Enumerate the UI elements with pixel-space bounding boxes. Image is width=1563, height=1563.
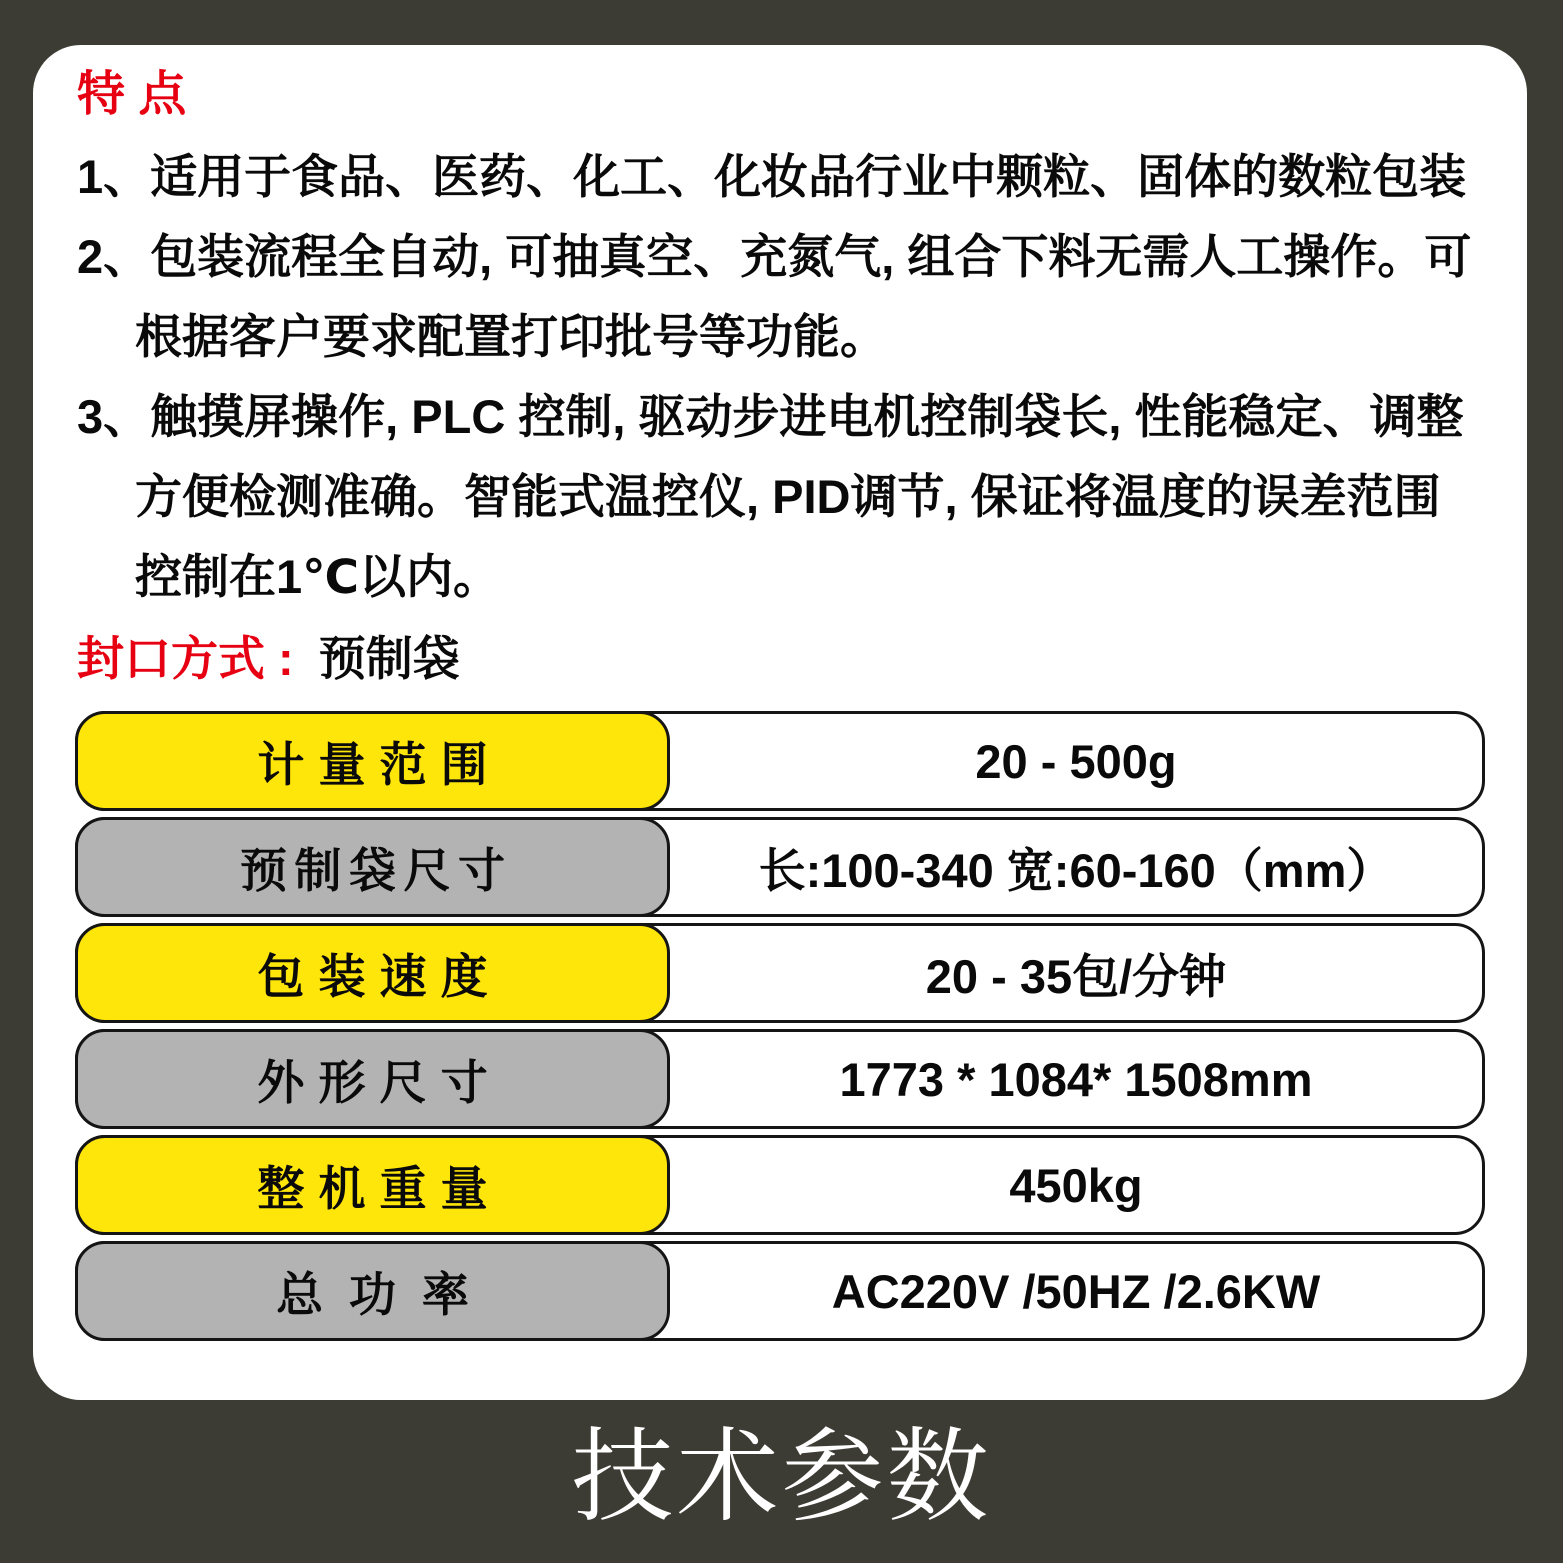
spec-row-label: 外形尺寸 (75, 1029, 670, 1129)
spec-table-row (75, 1241, 1485, 1341)
spec-row-label: 总功率 (75, 1241, 670, 1341)
features-heading: 特 点 (77, 68, 187, 121)
spec-table (75, 711, 1485, 1347)
spec-table-row (75, 817, 1485, 917)
feature-number: 3、 (77, 390, 151, 443)
spec-row-value: 长:100-340 宽:60-160（mm） (758, 843, 1394, 897)
spec-row-value: 20 - 500g (975, 734, 1177, 788)
spec-table-row (75, 1135, 1485, 1235)
spec-row-value: 20 - 35包/分钟 (925, 949, 1227, 1003)
feature-text: 触摸屏操作, PLC 控制, 驱动步进电机控制袋长, 性能稳定、调整方便检测准确。智能式温控仪, PID调节, 保证将温度的误差范围控制在1℃以内。 (135, 390, 1464, 603)
footer-title: 技术参数 (571, 1420, 992, 1534)
seal-method-label: 封口方式 : (77, 632, 294, 685)
spec-row-label: 计量范围 (75, 711, 670, 811)
spec-row-value: AC220V /50HZ /2.6KW (831, 1264, 1321, 1318)
spec-row-value: 1773 * 1084* 1508mm (839, 1052, 1313, 1106)
features-list (77, 137, 1487, 617)
spec-row-label: 整机重量 (75, 1135, 670, 1235)
spec-row-label: 预制袋尺寸 (75, 817, 670, 917)
seal-method-value: 预制袋 (318, 632, 460, 685)
feature-number: 2、 (77, 230, 151, 283)
feature-text: 适用于食品、医药、化工、化妆品行业中颗粒、固体的数粒包装 (150, 150, 1467, 203)
feature-number: 1、 (77, 150, 151, 203)
spec-table-row (75, 923, 1485, 1023)
feature-item (77, 137, 1487, 217)
spec-table-row (75, 711, 1485, 811)
feature-item (77, 377, 1487, 617)
seal-method-line (77, 619, 460, 699)
feature-text: 包装流程全自动, 可抽真空、充氮气, 组合下料无需人工操作。可根据客户要求配置打印批号等功能。 (135, 230, 1472, 363)
spec-card (33, 45, 1527, 1400)
spec-table-row (75, 1029, 1485, 1129)
spec-row-label: 包装速度 (75, 923, 670, 1023)
spec-row-value: 450kg (1009, 1158, 1143, 1212)
feature-item (77, 217, 1487, 377)
